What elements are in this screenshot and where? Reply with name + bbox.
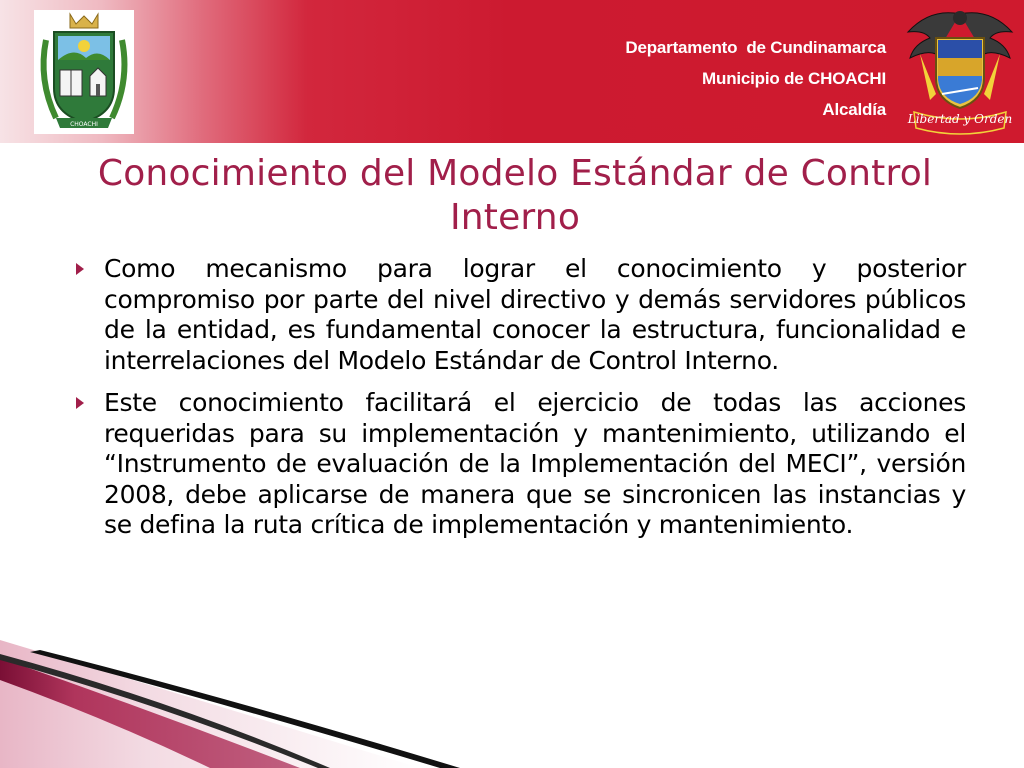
header-band	[0, 0, 1024, 143]
bullet-list	[76, 254, 966, 541]
bullet-text-2: Este conocimiento facilitará el ejercicio de todas las acciones requeridas para su implementación y mantenimiento, utilizando el “Instrumento de evaluación de la Implementación del MECI”, versión 2008, debe aplicarse de manera que se sincronicen las instancias y se defina la ruta crítica de implementación y mantenimiento.	[104, 388, 966, 539]
coat-of-arms-motto: Libertad y Orden	[907, 112, 1013, 126]
header-institution-block	[625, 32, 886, 125]
bullet-arrow-icon	[76, 263, 84, 275]
crest-ribbon-text: CHOACHI	[70, 121, 98, 128]
bullet-text-1: Como mecanismo para lograr el conocimiento y posterior compromiso por parte del nivel directivo y demás servidores públicos de la entidad, es fundamental conocer la estructura, funcionalidad e interrelaciones del Modelo Estándar de Control Interno.	[104, 254, 966, 375]
bullet-item-1	[76, 254, 966, 376]
bullet-arrow-icon	[76, 397, 84, 409]
header-office: Alcaldía	[822, 100, 886, 119]
bullet-item-2	[76, 388, 966, 541]
decorative-swoosh	[0, 640, 1024, 768]
slide-title: Conocimiento del Modelo Estándar de Control Interno	[97, 153, 933, 238]
choachi-municipal-crest	[34, 10, 134, 134]
header-municipality: Municipio de CHOACHI	[702, 69, 886, 88]
header-department: Departamento de Cundinamarca	[625, 38, 886, 57]
